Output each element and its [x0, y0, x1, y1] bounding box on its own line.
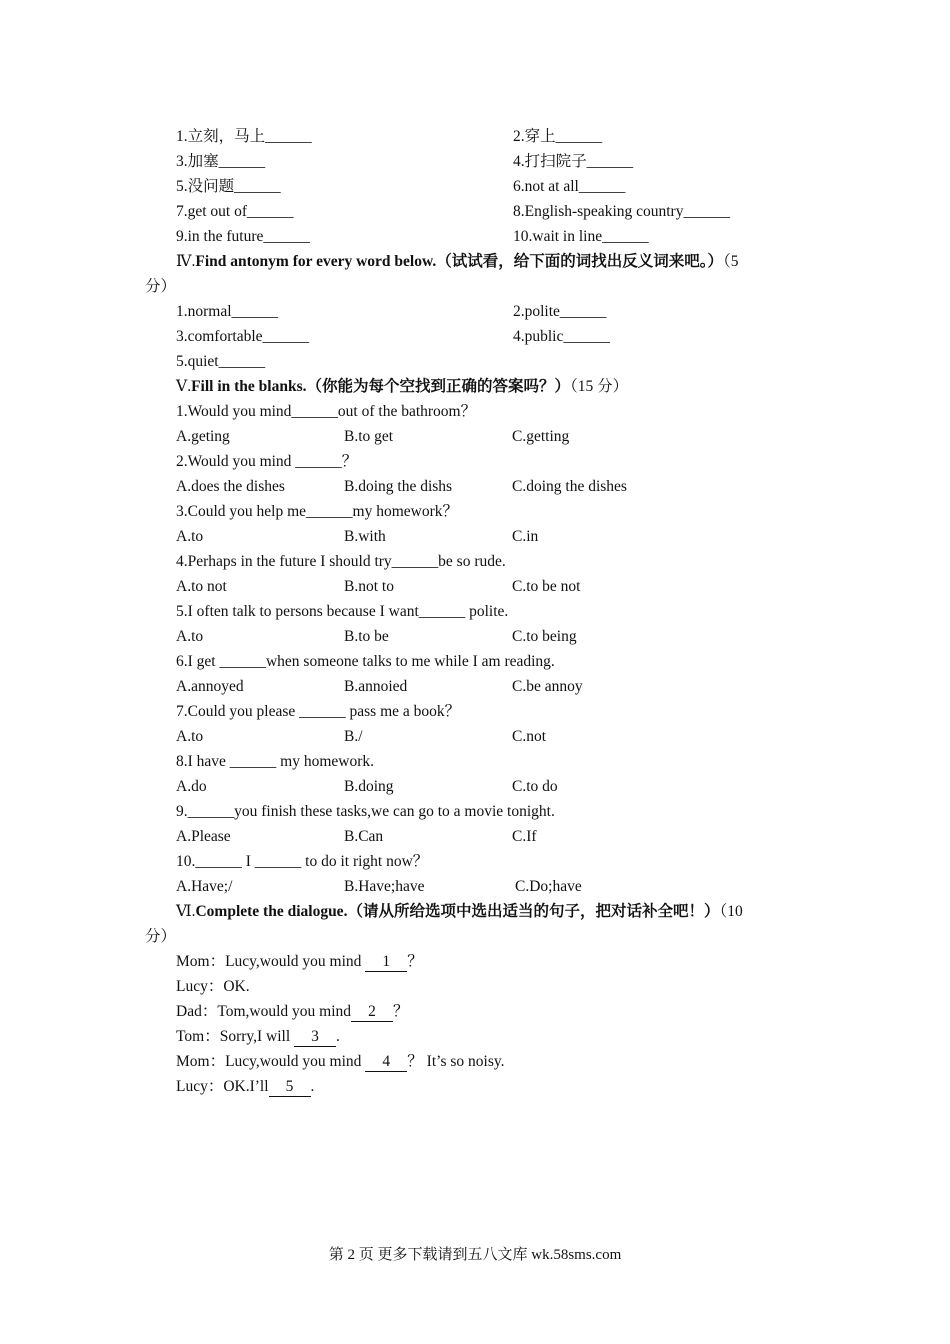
list-item: 1.normal______ 2.polite______ [176, 303, 607, 320]
blank-1: 1 [365, 953, 407, 972]
page-footer: 第 2 页 更多下载请到五八文库 wk.58sms.com [328, 1247, 622, 1263]
question: 3.Could you help me______my homework？ [176, 503, 458, 520]
dialogue-line: Lucy：OK. [176, 978, 250, 995]
dialogue-line: Mom：Lucy,would you mind 4 ？ It’s so noisy. [176, 1053, 505, 1070]
question: 9.______you finish these tasks,we can go to a movie tonight. [176, 803, 555, 820]
question: 5.I often talk to persons because I want______ polite. [176, 603, 509, 620]
question: 10.______ I ______ to do it right now？ [176, 853, 429, 870]
list-item: 3.comfortable______ 4.public______ [176, 328, 610, 345]
blank-4: 4 [365, 1053, 407, 1072]
blank-5: 5 [269, 1078, 311, 1097]
dialogue-line: Mom：Lucy,would you mind 1 ？ [176, 953, 423, 970]
dialogue-line: Dad：Tom,would you mind 2 ？ [176, 1003, 409, 1020]
dialogue-line: Tom：Sorry,I will 3 . [176, 1028, 340, 1045]
answer-options: A.Please B.Can C.If [176, 828, 537, 845]
answer-options: A.to B./ C.not [176, 728, 547, 745]
answer-options: A.annoyed B.annoied C.be annoy [176, 678, 583, 695]
question: 8.I have ______ my homework. [176, 753, 375, 770]
section-5-heading: Ⅴ.Fill in the blanks.（你能为每个空找到正确的答案吗？）（15 分） [176, 378, 629, 395]
worksheet-content [145, 124, 810, 1099]
answer-options: A.to B.with C.in [176, 528, 539, 545]
blank-3: 3 [294, 1028, 336, 1047]
list-item: 9.in the future______ 10.wait in line______ [176, 228, 649, 245]
section-6-heading: Ⅵ.Complete the dialogue.（请从所给选项中选出适当的句子，把对话补全吧！）（10 分） [145, 903, 743, 945]
section-4-heading: Ⅳ.Find antonym for every word below.（试试看，给下面的词找出反义词来吧。）（5 分） [145, 253, 739, 295]
answer-options: A.to not B.not to C.to be not [176, 578, 581, 595]
section-3-items [145, 124, 810, 249]
question: 2.Would you mind ______？ [176, 453, 358, 470]
blank-2: 2 [351, 1003, 393, 1022]
list-item: 3.加塞______ 4.打扫院子______ [176, 153, 634, 170]
list-item: 1.立刻，马上______ 2.穿上______ [176, 128, 603, 145]
dialogue-line: Lucy：OK.I’ll 5 . [176, 1078, 315, 1095]
question: 7.Could you please ______ pass me a book？ [176, 703, 461, 720]
list-item: 7.get out of______ 8.English-speaking country______ [176, 203, 730, 220]
question: 4.Perhaps in the future I should try______be so rude. [176, 553, 506, 570]
question: 6.I get ______when someone talks to me while I am reading. [176, 653, 555, 670]
answer-options: A.Have;/ B.Have;have C.Do;have [176, 878, 582, 895]
list-item: 5.quiet______ [176, 353, 266, 370]
answer-options: A.do B.doing C.to do [176, 778, 558, 795]
answer-options: A.geting B.to get C.getting [176, 428, 570, 445]
answer-options: A.to B.to be C.to being [176, 628, 577, 645]
answer-options: A.does the dishes B.doing the dishs C.doing the dishes [176, 478, 627, 495]
question: 1.Would you mind______out of the bathroom？ [176, 403, 477, 420]
list-item: 5.没问题______ 6.not at all______ [176, 178, 626, 195]
